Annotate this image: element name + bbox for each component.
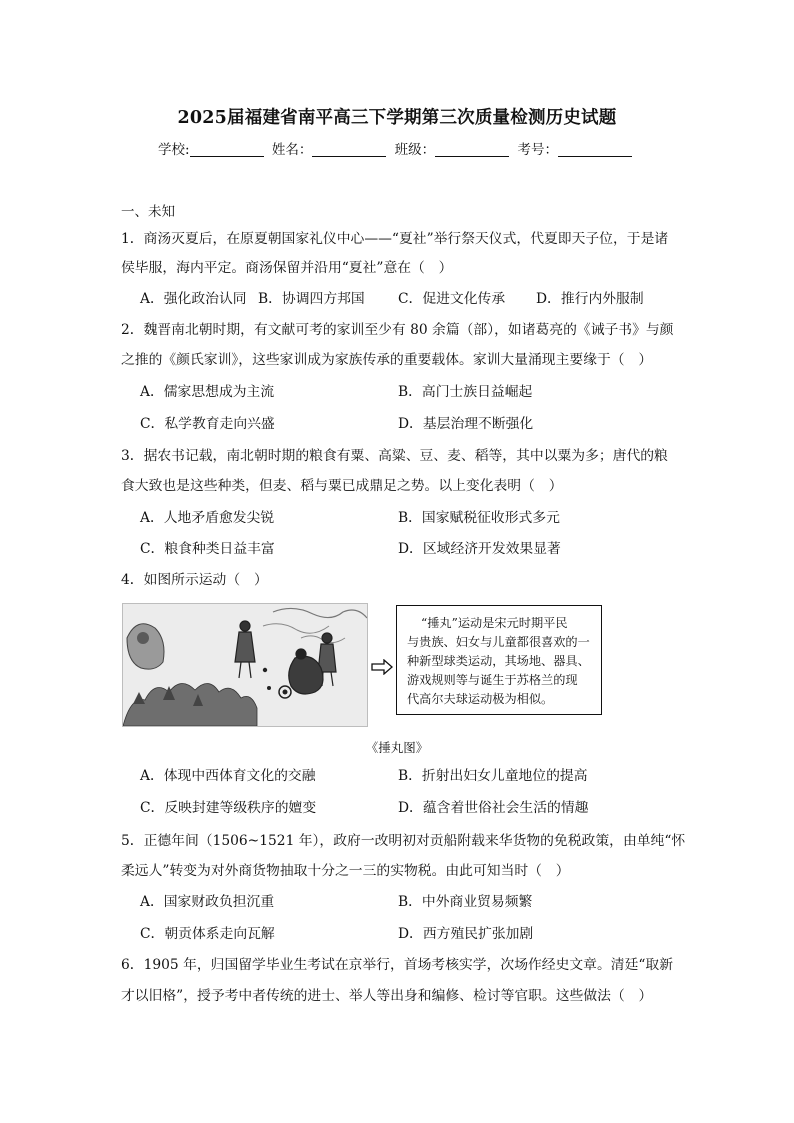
- q3-option-d[interactable]: D．区域经济开发效果显著: [398, 541, 561, 557]
- student-info-row: [0, 138, 794, 158]
- q2-stem-line1: 2．魏晋南北朝时期，有文献可考的家训至少有 80 余篇（部），如诸葛亮的《诫子书》与颜: [121, 322, 674, 338]
- q6-stem-line1: 6．1905 年，归国留学毕业生考试在京举行，首场考核实学，次场作经史文章。清廷“取新: [121, 957, 674, 973]
- q1-stem-line2: 侯毕服，海内平定。商汤保留并沿用“夏社”意在（ ）: [121, 260, 453, 276]
- chuiwan-description-box: [396, 605, 602, 715]
- chuiwan-painting-image: [122, 603, 368, 727]
- figure-text-line: 游戏规则等与诞生于苏格兰的现: [407, 673, 578, 687]
- q4-option-d[interactable]: D．蕴含着世俗社会生活的情趣: [398, 800, 589, 816]
- q2-option-a[interactable]: A．儒家思想成为主流: [140, 384, 275, 400]
- field-examno-label: 考号：: [517, 142, 558, 158]
- q3-option-b[interactable]: B．国家赋税征收形式多元: [398, 510, 560, 526]
- figure-text-line: “捶丸”运动是宋元时期平民: [421, 616, 568, 630]
- q2-option-b[interactable]: B．高门士族日益崛起: [398, 384, 533, 400]
- q1-option-d[interactable]: D．推行内外服制: [536, 291, 644, 307]
- q4-stem-line1: 4．如图所示运动（ ）: [121, 572, 268, 588]
- q5-option-d[interactable]: D．西方殖民扩张加剧: [398, 926, 534, 942]
- q3-option-c[interactable]: C．粮食种类日益丰富: [140, 541, 275, 557]
- page-title: 2025届福建省南平高三下学期第三次质量检测历史试题: [177, 108, 617, 128]
- q3-stem-line2: 食大致也是这些种类，但麦、稻与粟已成鼎足之势。以上变化表明（ ）: [121, 478, 563, 494]
- field-class-label: 班级：: [394, 142, 436, 158]
- q6-stem-line2: 才以旧格”，授予考中者传统的进士、举人等出身和编修、检讨等官职。这些做法（ ）: [121, 988, 653, 1004]
- figure-text-line: 代高尔夫球运动极为相似。: [407, 692, 554, 706]
- q5-stem-line1: 5．正德年间（1506~1521 年），政府一改明初对贡船附载来华货物的免税政策，由单纯“怀: [121, 833, 686, 849]
- field-school-blank[interactable]: [190, 142, 264, 157]
- figure-text-line: 种新型球类运动，其场地、器具、: [407, 654, 590, 668]
- q2-option-d[interactable]: D．基层治理不断强化: [398, 416, 534, 432]
- q1-option-b[interactable]: B．协调四方邦国: [258, 291, 365, 307]
- section-heading: 一、未知: [121, 204, 175, 220]
- q3-stem-line1: 3．据农书记载，南北朝时期的粮食有粟、高粱、豆、麦、稻等，其中以粟为多；唐代的粮: [121, 448, 668, 464]
- q5-option-b[interactable]: B．中外商业贸易频繁: [398, 894, 533, 910]
- q2-stem-line2: 之推的《颜氏家训》，这些家训成为家族传承的重要载体。家训大量涌现主要缘于（ ）: [121, 352, 653, 368]
- chuiwan-painting-illustration: [123, 604, 367, 726]
- q2-option-c[interactable]: C．私学教育走向兴盛: [140, 416, 275, 432]
- field-name-blank[interactable]: [312, 142, 386, 157]
- q4-option-b[interactable]: B．折射出妇女儿童地位的提高: [398, 768, 588, 784]
- field-school-label: 学校:: [158, 142, 190, 158]
- figure-caption: 《捶丸图》: [365, 740, 429, 755]
- q3-option-a[interactable]: A．人地矛盾愈发尖锐: [140, 510, 275, 526]
- q5-option-c[interactable]: C．朝贡体系走向瓦解: [140, 926, 275, 942]
- field-examno-blank[interactable]: [558, 142, 632, 157]
- q5-stem-line2: 柔远人”转变为对外商货物抽取十分之一三的实物税。由此可知当时（ ）: [121, 863, 570, 879]
- q1-option-c[interactable]: C．促进文化传承: [398, 291, 506, 307]
- q1-stem-line1: 1．商汤灭夏后，在原夏朝国家礼仪中心——“夏社”举行祭天仪式，代夏即天子位，于是诸: [121, 231, 669, 247]
- q4-option-c[interactable]: C．反映封建等级秩序的嬗变: [140, 800, 317, 816]
- q4-option-a[interactable]: A．体现中西体育文化的交融: [140, 768, 316, 784]
- q5-option-a[interactable]: A．国家财政负担沉重: [140, 894, 275, 910]
- figure-text-line: 与贵族、妇女与儿童都很喜欢的一: [407, 635, 590, 649]
- field-name-label: 姓名：: [271, 142, 313, 158]
- field-class-blank[interactable]: [435, 142, 509, 157]
- arrow-right-icon: [371, 659, 393, 675]
- q1-option-a[interactable]: A．强化政治认同: [140, 291, 247, 307]
